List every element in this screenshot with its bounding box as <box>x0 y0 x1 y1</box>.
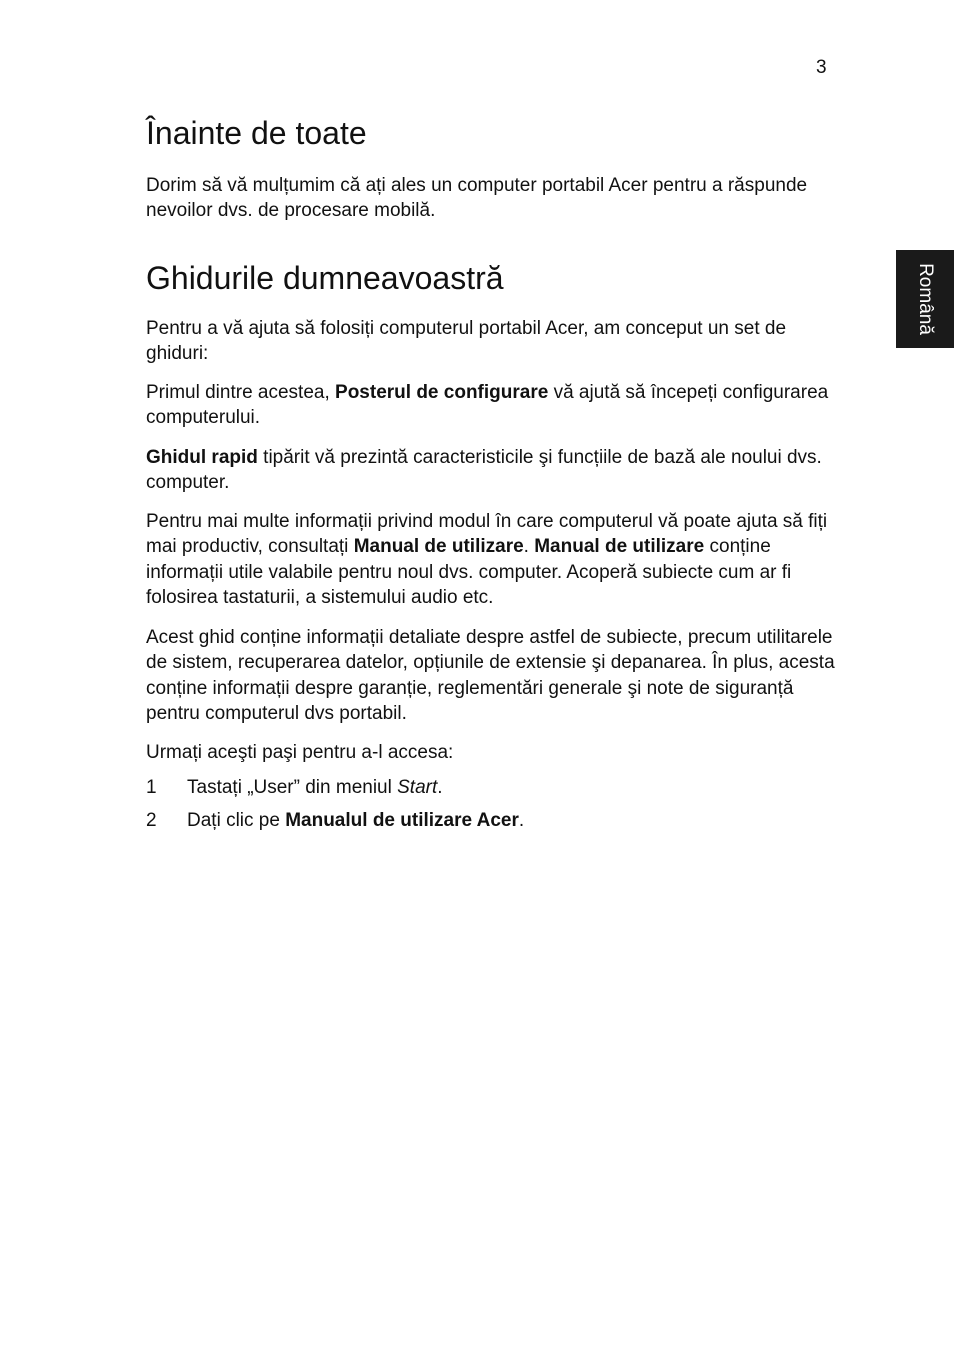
steps-intro: Urmați aceşti paşi pentru a-l accesa: <box>146 742 454 763</box>
quick-guide-title: Ghidul rapid <box>146 447 258 468</box>
language-tab-label: Română <box>915 263 936 335</box>
step-text-post: . <box>437 777 443 798</box>
user-manual-text-pre: Pentru mai multe informații privind modul în care computerul vă poate ajuta să fiți mai productiv, consultați <box>146 511 828 558</box>
step-text-pre: Tastați „User” din meniul <box>187 777 398 798</box>
intro-paragraph: Dorim să vă mulțumim că ați ales un computer portabil Acer pentru a răspunde nevoilor dvs. de procesare mobilă. <box>146 175 808 222</box>
quick-guide-paragraph <box>146 445 836 496</box>
user-manual-title-1: Manual de utilizare <box>353 536 524 558</box>
user-manual-title-2: Manual de utilizare <box>534 536 705 558</box>
setup-poster-text-post: vă ajută să începeți configurarea computerului. <box>146 382 829 429</box>
step-number: 1 <box>146 777 157 798</box>
step-item <box>146 808 524 833</box>
guides-intro-paragraph: Pentru a vă ajuta să folosiți computerul portabil Acer, am conceput un set de ghiduri: <box>146 318 787 365</box>
step-text-pre: Dați clic pe <box>187 810 286 831</box>
step-item <box>146 775 443 800</box>
section-title-your-guides: Ghidurile dumneavoastră <box>146 260 504 296</box>
setup-poster-paragraph <box>146 380 836 431</box>
language-tab <box>896 250 954 348</box>
step-manual-name: Manualul de utilizare Acer <box>285 810 519 831</box>
section-title-before-you-start: Înainte de toate <box>146 115 367 151</box>
quick-guide-text: tipărit vă prezintă caracteristicile şi funcțiile de bază ale noului dvs. computer. <box>146 447 822 494</box>
user-manual-paragraph <box>146 509 836 610</box>
user-manual-text-post: conține informații utile valabile pentru noul dvs. computer. Acoperă subiecte cum ar fi folosirea tastaturii, a sistemului audio etc. <box>146 536 792 608</box>
step-start-menu: Start <box>397 777 438 798</box>
setup-poster-text-pre: Primul dintre acestea, <box>146 382 336 403</box>
page-number: 3 <box>816 57 827 78</box>
step-number: 2 <box>146 810 157 831</box>
setup-poster-title: Posterul de configurare <box>335 382 549 403</box>
user-manual-text-mid: . <box>523 536 535 558</box>
guide-details-paragraph: Acest ghid conține informații detaliate despre astfel de subiecte, precum utilitarele de sistem, recuperarea datelor, opțiunile de extensie şi depanarea. În plus, acesta conține informații despre garanție, reglementări generale şi note de siguranță pentru computerul dvs portabil. <box>146 627 835 724</box>
step-text-post: . <box>518 810 525 831</box>
